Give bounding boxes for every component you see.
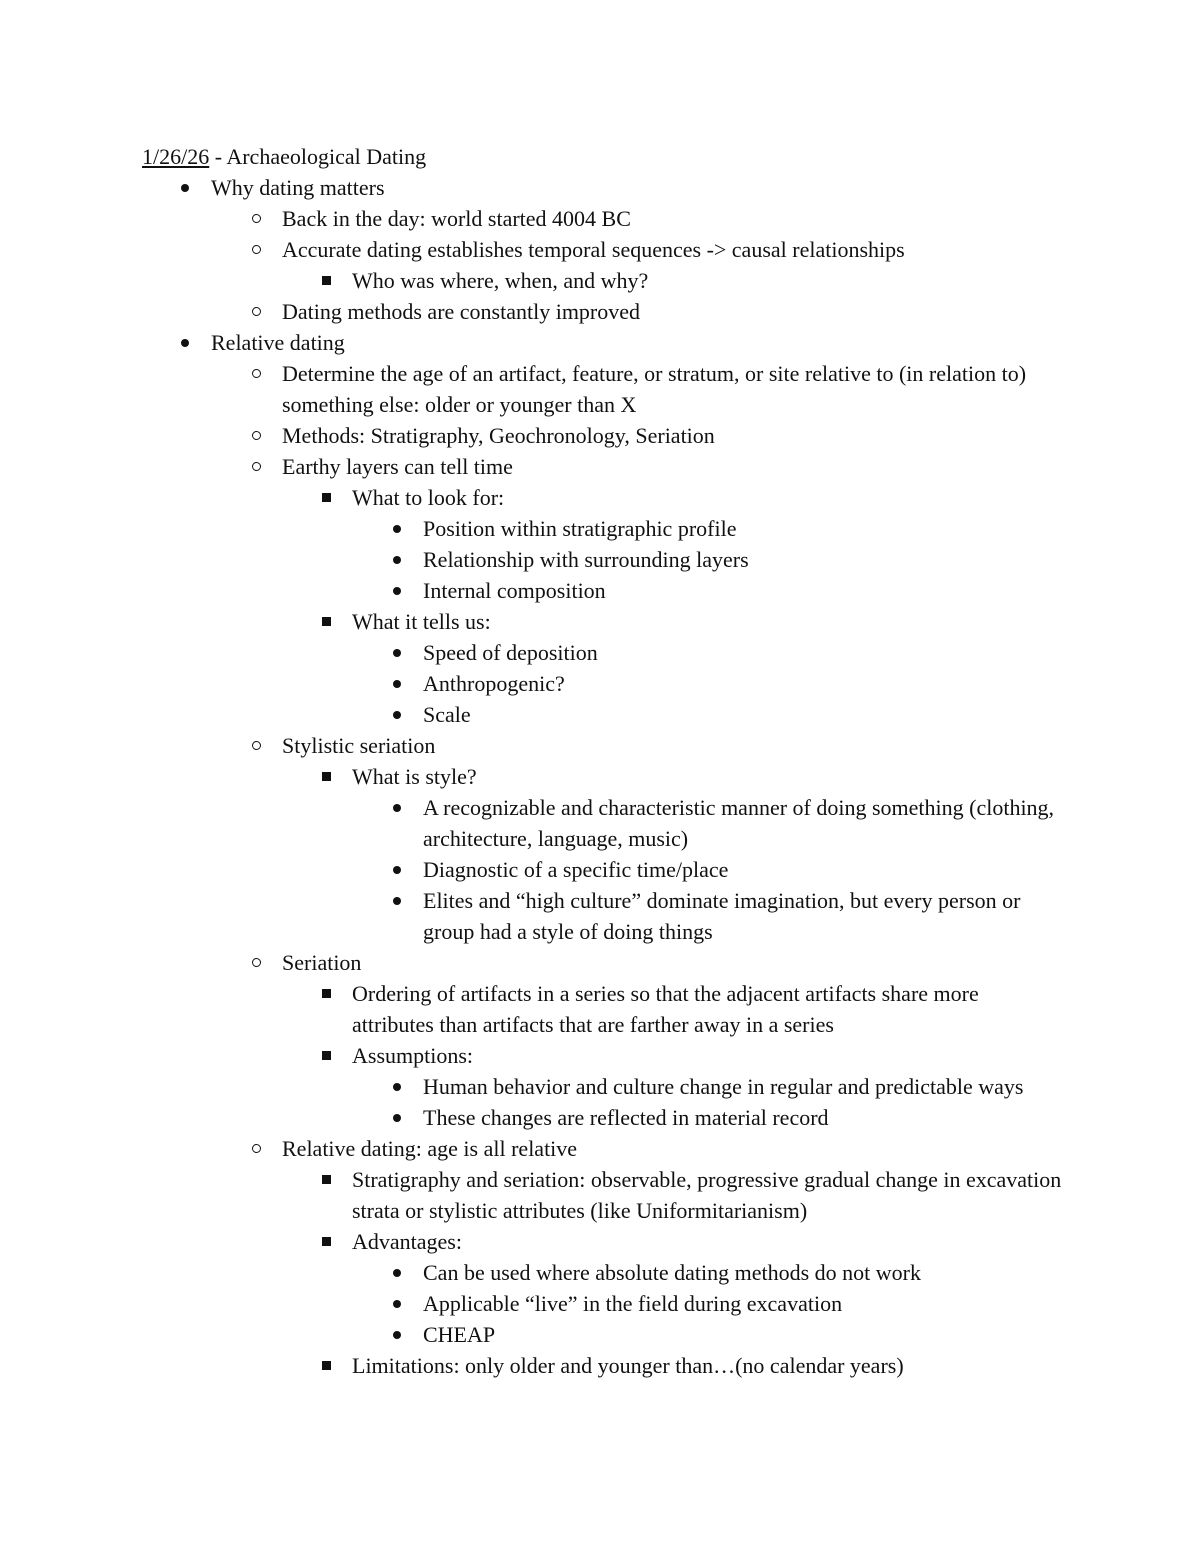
- disc-bullet-icon: [387, 1288, 407, 1319]
- outline-item-text: Scale: [423, 702, 471, 727]
- outline-item-level-4: [142, 637, 1062, 668]
- square-bullet-icon: [316, 978, 336, 1009]
- circle-bullet-icon: [246, 358, 266, 389]
- disc-bullet-icon: [175, 172, 195, 203]
- outline-item-level-3: [142, 482, 1062, 513]
- outline-item-text: Applicable “live” in the field during excavation: [423, 1291, 843, 1316]
- outline-item-text: What is style?: [352, 764, 477, 789]
- outline-item-text: What it tells us:: [352, 609, 491, 634]
- disc-bullet-icon: [387, 854, 407, 885]
- square-bullet-icon: [316, 606, 336, 637]
- outline-item-text: Ordering of artifacts in a series so that the adjacent artifacts share more attributes than artifacts that are farther away in a series: [352, 981, 979, 1037]
- outline-item-level-1: [142, 327, 1062, 358]
- outline-item-level-4: [142, 575, 1062, 606]
- outline-item-level-2: [142, 947, 1062, 978]
- square-bullet-icon: [316, 1164, 336, 1195]
- outline-list: [142, 172, 1062, 1381]
- outline-item-level-4: [142, 513, 1062, 544]
- outline-item-text: Relative dating: [211, 330, 345, 355]
- outline-item-level-3: [142, 978, 1062, 1040]
- outline-item-level-1: [142, 172, 1062, 203]
- outline-item-level-2: [142, 730, 1062, 761]
- outline-item-text: Stratigraphy and seriation: observable, progressive gradual change in excavation strata or stylistic attributes (like Uniformitarianism): [352, 1167, 1062, 1223]
- outline-item-level-4: [142, 668, 1062, 699]
- circle-bullet-icon: [246, 1133, 266, 1164]
- outline-item-text: Why dating matters: [211, 175, 385, 200]
- square-bullet-icon: [316, 265, 336, 296]
- outline-item-level-3: [142, 1164, 1062, 1226]
- outline-item-text: Advantages:: [352, 1229, 462, 1254]
- outline-item-text: Elites and “high culture” dominate imagination, but every person or group had a style of doing things: [423, 888, 1021, 944]
- outline-item-level-4: [142, 699, 1062, 730]
- outline-item-level-4: [142, 1257, 1062, 1288]
- outline-item-level-4: [142, 1071, 1062, 1102]
- outline-item-level-4: [142, 544, 1062, 575]
- outline-item-level-4: [142, 1102, 1062, 1133]
- circle-bullet-icon: [246, 420, 266, 451]
- outline-item-level-3: [142, 606, 1062, 637]
- disc-bullet-icon: [387, 1319, 407, 1350]
- outline-item-text: Assumptions:: [352, 1043, 474, 1068]
- outline-item-text: Determine the age of an artifact, feature, or stratum, or site relative to (in relation to) something else: older or younger than X: [282, 361, 1027, 417]
- disc-bullet-icon: [387, 544, 407, 575]
- outline-item-text: These changes are reflected in material record: [423, 1105, 829, 1130]
- outline-item-text: Stylistic seriation: [282, 733, 436, 758]
- circle-bullet-icon: [246, 451, 266, 482]
- circle-bullet-icon: [246, 234, 266, 265]
- document-body: [142, 141, 1062, 1381]
- disc-bullet-icon: [387, 513, 407, 544]
- square-bullet-icon: [316, 761, 336, 792]
- outline-item-text: Position within stratigraphic profile: [423, 516, 737, 541]
- outline-item-text: Dating methods are constantly improved: [282, 299, 641, 324]
- disc-bullet-icon: [387, 668, 407, 699]
- outline-item-level-4: [142, 1288, 1062, 1319]
- outline-item-text: Can be used where absolute dating methods do not work: [423, 1260, 921, 1285]
- outline-item-text: Methods: Stratigraphy, Geochronology, Seriation: [282, 423, 715, 448]
- outline-item-level-2: [142, 420, 1062, 451]
- outline-item-text: Relative dating: age is all relative: [282, 1136, 578, 1161]
- outline-item-text: Anthropogenic?: [423, 671, 565, 696]
- disc-bullet-icon: [387, 1102, 407, 1133]
- outline-item-text: Seriation: [282, 950, 362, 975]
- outline-item-level-3: [142, 761, 1062, 792]
- outline-item-level-2: [142, 358, 1062, 420]
- outline-item-text: Human behavior and culture change in regular and predictable ways: [423, 1074, 1024, 1099]
- square-bullet-icon: [316, 1350, 336, 1381]
- outline-item-level-3: [142, 1350, 1062, 1381]
- outline-item-level-2: [142, 451, 1062, 482]
- disc-bullet-icon: [387, 885, 407, 916]
- circle-bullet-icon: [246, 296, 266, 327]
- outline-item-level-3: [142, 1226, 1062, 1257]
- disc-bullet-icon: [387, 1071, 407, 1102]
- outline-item-text: Diagnostic of a specific time/place: [423, 857, 729, 882]
- outline-item-level-4: [142, 885, 1062, 947]
- outline-item-text: Back in the day: world started 4004 BC: [282, 206, 631, 231]
- outline-item-level-3: [142, 1040, 1062, 1071]
- outline-item-text: CHEAP: [423, 1322, 496, 1347]
- outline-item-text: A recognizable and characteristic manner of doing something (clothing, architecture, language, music): [423, 795, 1055, 851]
- outline-item-level-2: [142, 203, 1062, 234]
- outline-item-level-4: [142, 792, 1062, 854]
- outline-item-text: Relationship with surrounding layers: [423, 547, 749, 572]
- circle-bullet-icon: [246, 730, 266, 761]
- title-text: - Archaeological Dating: [209, 144, 427, 169]
- outline-item-text: Who was where, when, and why?: [352, 268, 649, 293]
- square-bullet-icon: [316, 482, 336, 513]
- page-title: [142, 141, 1062, 172]
- outline-item-text: Earthy layers can tell time: [282, 454, 513, 479]
- outline-item-level-3: [142, 265, 1062, 296]
- outline-item-level-4: [142, 854, 1062, 885]
- outline-item-level-2: [142, 1133, 1062, 1164]
- square-bullet-icon: [316, 1040, 336, 1071]
- disc-bullet-icon: [387, 792, 407, 823]
- outline-item-text: What to look for:: [352, 485, 505, 510]
- outline-item-text: Limitations: only older and younger than…(no calendar years): [352, 1353, 904, 1378]
- outline-item-text: Internal composition: [423, 578, 606, 603]
- disc-bullet-icon: [175, 327, 195, 358]
- circle-bullet-icon: [246, 203, 266, 234]
- disc-bullet-icon: [387, 699, 407, 730]
- disc-bullet-icon: [387, 1257, 407, 1288]
- outline-item-level-4: [142, 1319, 1062, 1350]
- disc-bullet-icon: [387, 637, 407, 668]
- circle-bullet-icon: [246, 947, 266, 978]
- square-bullet-icon: [316, 1226, 336, 1257]
- outline-item-text: Speed of deposition: [423, 640, 598, 665]
- disc-bullet-icon: [387, 575, 407, 606]
- outline-item-level-2: [142, 234, 1062, 265]
- outline-item-text: Accurate dating establishes temporal sequences -> causal relationships: [282, 237, 905, 262]
- title-date: 1/26/26: [142, 144, 210, 169]
- outline-item-level-2: [142, 296, 1062, 327]
